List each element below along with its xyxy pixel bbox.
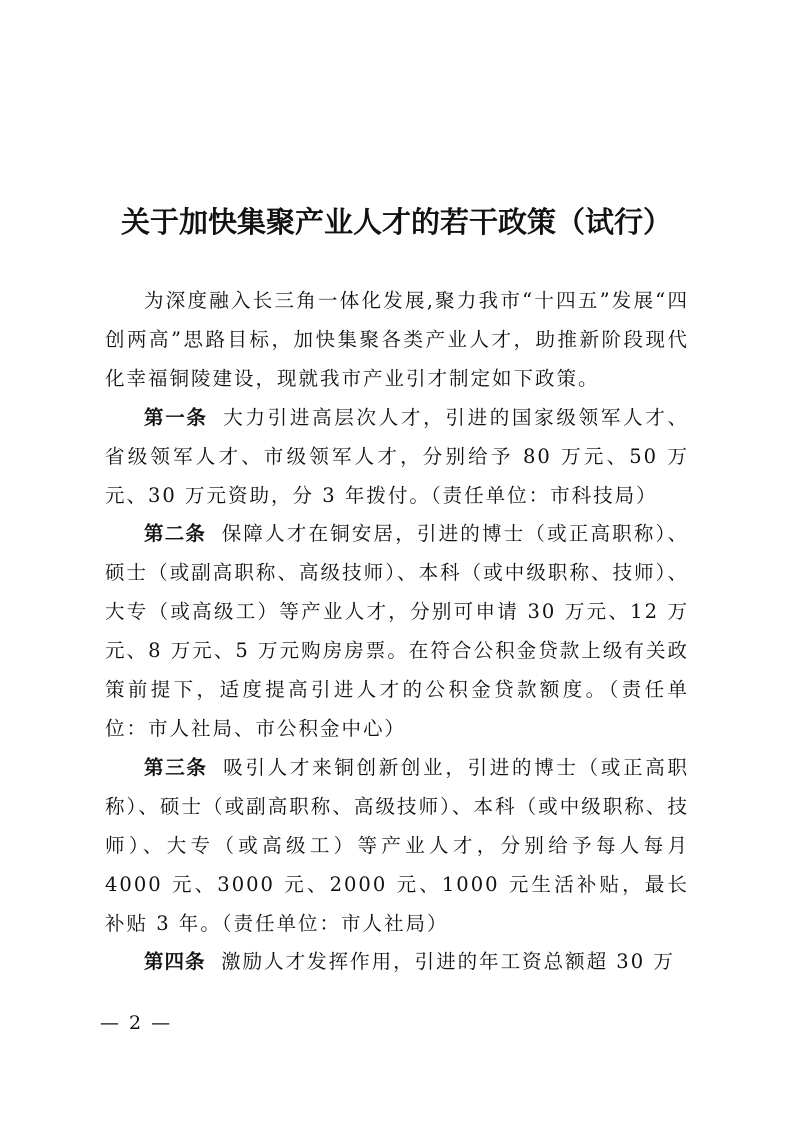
article-label: 第三条 [144,755,208,779]
article-label: 第二条 [144,522,207,546]
article-label: 第四条 [144,950,206,974]
article-text: 激励人才发挥作用，引进的年工资总额超 30 万 [221,950,675,974]
article-text: 吸引人才来铜创新创业，引进的博士（或正高职称）、硕士（或副高职称、高级技师）、本科（或中级职称、技师）、大专（或高级工）等产业人才，分别给予每人每月 4000 元、3000 元、2000 元、1000 元生活补贴，最长补贴 3 年。（责任单位：市人社局） [105,755,689,935]
article-label: 第一条 [144,405,208,429]
article-paragraph-2 [105,515,689,748]
article-text: 保障人才在铜安居，引进的博士（或正高职称）、硕士（或副高职称、高级技师）、本科（或中级职称、技师）、大专（或高级工）等产业人才，分别可申请 30 万元、12 万元、8 万元、5 万元购房房票。在符合公积金贷款上级有关政策前提下，适度提高引进人才的公积金贷款额度。（责任单位：市人社局、市公积金中心） [105,522,689,740]
article-paragraph-4 [105,943,689,982]
document-body [105,282,689,982]
document-title: 关于加快集聚产业人才的若干政策（试行） [120,205,672,239]
intro-paragraph: 为深度融入长三角一体化发展,聚力我市“十四五”发展“四创两高”思路目标，加快集聚各类产业人才，助推新阶段现代化幸福铜陵建设，现就我市产业引才制定如下政策。 [105,289,689,390]
article-text: 大力引进高层次人才，引进的国家级领军人才、省级领军人才、市级领军人才，分别给予 80 万元、50 万元、30 万元资助，分 3 年拨付。（责任单位：市科技局） [105,405,689,507]
article-paragraph-3 [105,749,689,944]
page-number: — 2 — [100,1012,173,1034]
article-paragraph-1 [105,399,689,516]
